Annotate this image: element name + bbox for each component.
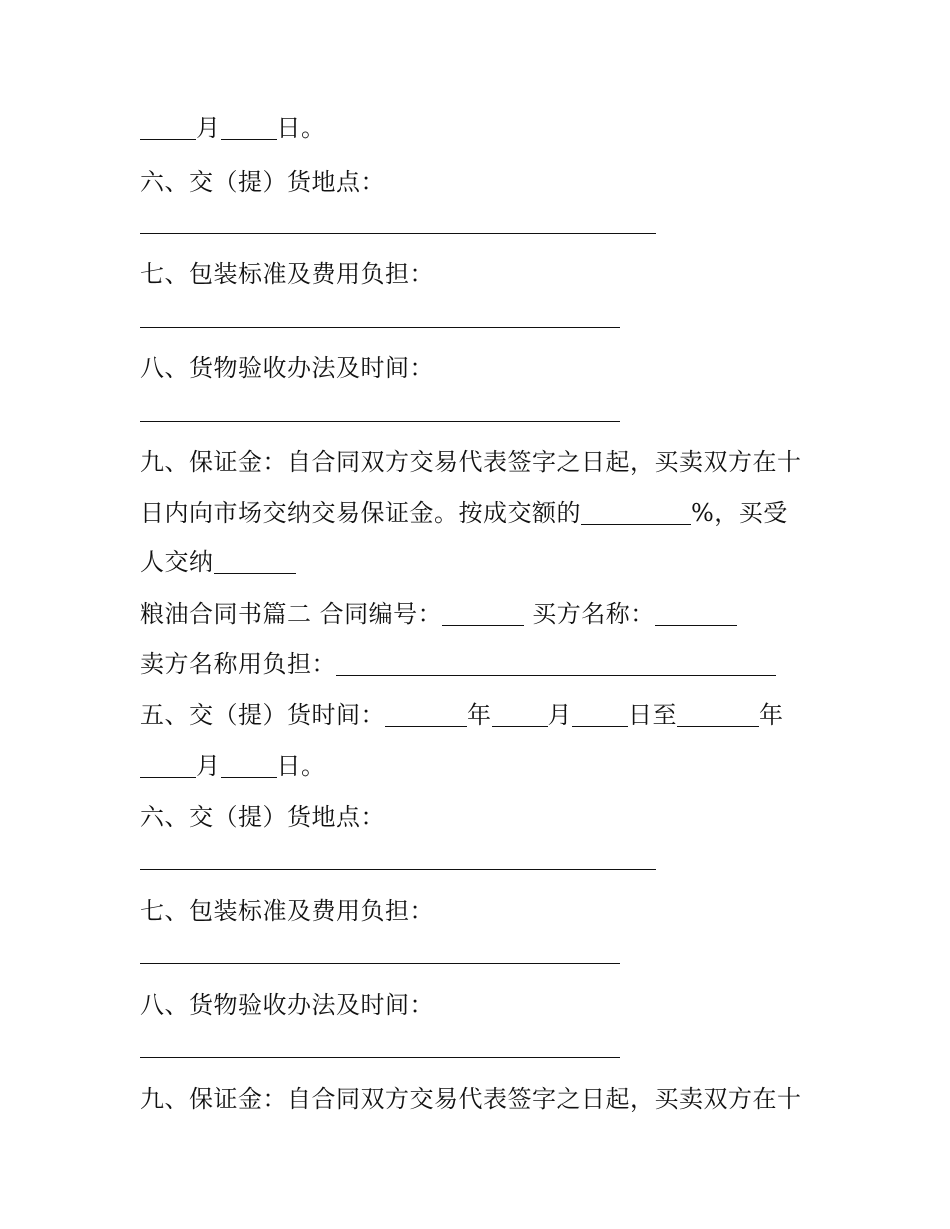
blank-field[interactable] bbox=[572, 704, 628, 727]
date-line-bottom bbox=[140, 750, 326, 782]
percent-blank[interactable] bbox=[581, 502, 691, 525]
buyer-name-blank[interactable] bbox=[655, 603, 737, 626]
blank-field[interactable] bbox=[221, 117, 277, 140]
day-text: 日。 bbox=[276, 114, 326, 142]
section-8-heading: 八、货物验收办法及时间： bbox=[140, 354, 434, 382]
fill-in-line[interactable] bbox=[140, 869, 656, 870]
section-7b-heading: 七、包装标准及费用负担： bbox=[140, 897, 434, 925]
payer-text: 人交纳 bbox=[140, 548, 214, 576]
contract-number-blank[interactable] bbox=[442, 603, 524, 626]
section-9-line-1: 九、保证金：自合同双方交易代表签字之日起，买卖双方在十 bbox=[140, 448, 802, 476]
month-text: 月 bbox=[196, 752, 221, 780]
percent-text: %，买受 bbox=[691, 499, 788, 527]
delivery-time-label: 五、交（提）货时间： bbox=[140, 701, 385, 729]
part-2-header bbox=[140, 598, 737, 630]
contract-number-label: 粮油合同书篇二 合同编号： bbox=[140, 600, 443, 628]
blank-field[interactable] bbox=[492, 704, 548, 727]
blank-field[interactable] bbox=[214, 551, 296, 574]
deposit-text: 日内向市场交纳交易保证金。按成交额的 bbox=[140, 499, 581, 527]
section-5-line bbox=[140, 699, 784, 731]
section-9-line-3 bbox=[140, 546, 296, 578]
fill-in-line[interactable] bbox=[140, 233, 656, 234]
blank-field[interactable] bbox=[221, 755, 277, 778]
blank-field[interactable] bbox=[140, 755, 196, 778]
month-text: 月 bbox=[196, 114, 221, 142]
month-text: 月 bbox=[547, 701, 572, 729]
section-7-heading: 七、包装标准及费用负担： bbox=[140, 260, 434, 288]
year-text: 年 bbox=[467, 701, 492, 729]
seller-line bbox=[140, 648, 776, 680]
day-text: 日。 bbox=[276, 752, 326, 780]
date-line-top bbox=[140, 112, 326, 144]
year-text: 年 bbox=[759, 701, 784, 729]
section-9b-line-1: 九、保证金：自合同双方交易代表签字之日起，买卖双方在十 bbox=[140, 1085, 802, 1113]
section-6b-heading: 六、交（提）货地点： bbox=[140, 803, 385, 831]
day-to-text: 日至 bbox=[628, 701, 677, 729]
blank-field[interactable] bbox=[677, 704, 759, 727]
fill-in-line[interactable] bbox=[140, 963, 620, 964]
blank-field[interactable] bbox=[140, 117, 196, 140]
fill-in-line[interactable] bbox=[140, 327, 620, 328]
blank-field[interactable] bbox=[385, 704, 467, 727]
section-8b-heading: 八、货物验收办法及时间： bbox=[140, 991, 434, 1019]
section-9-line-2 bbox=[140, 497, 788, 529]
seller-name-label: 卖方名称用负担： bbox=[140, 650, 336, 678]
seller-name-blank[interactable] bbox=[336, 653, 776, 676]
buyer-name-label: 买方名称： bbox=[532, 600, 655, 628]
fill-in-line[interactable] bbox=[140, 1057, 620, 1058]
fill-in-line[interactable] bbox=[140, 421, 620, 422]
section-6-heading: 六、交（提）货地点： bbox=[140, 168, 385, 196]
